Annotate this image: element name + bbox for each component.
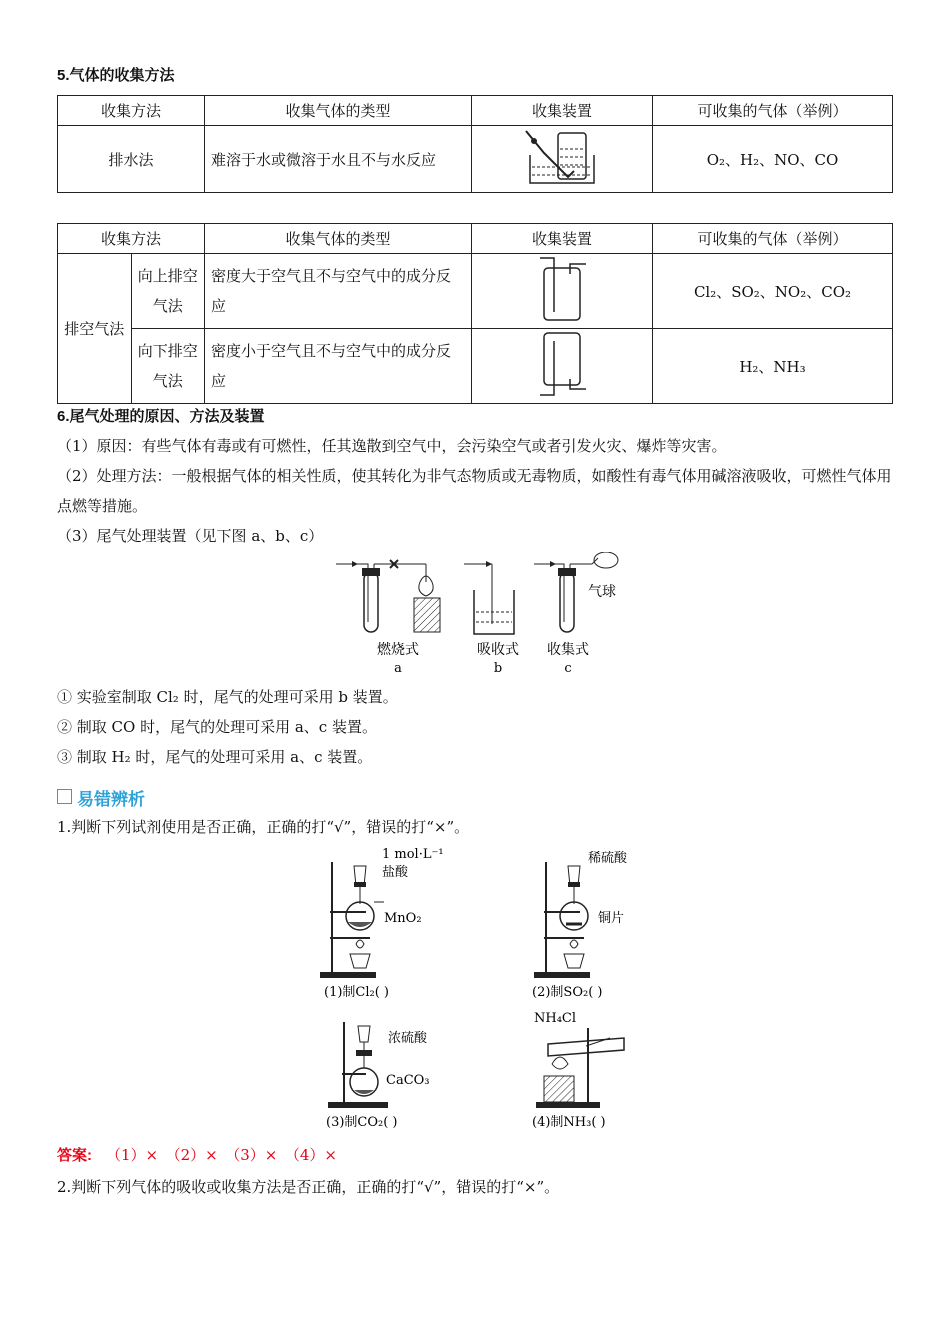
method-paragraph: （2）处理方法：一般根据气体的相关性质，使其转化为非气态物质或无毒物质，如酸性有毒气体用碱溶液吸收，可燃性气体用点燃等措施。: [57, 467, 892, 515]
upward-displacement-apparatus: [472, 254, 653, 329]
reason-paragraph: （1）原因：有些气体有毒或有可燃性，任其逸散到空气中，会污染空气或者引发火灾、爆炸等灾害。: [57, 437, 727, 455]
apparatus-co2: [328, 1022, 388, 1108]
fig-letter-b: b: [493, 661, 503, 676]
fig-label-c: 收集式: [547, 642, 589, 658]
table2-method: 排空气法: [58, 254, 132, 404]
answer-label: 答案:: [57, 1147, 92, 1164]
checkbox-icon: [57, 789, 72, 804]
table2-header-apparatus: 收集装置: [472, 224, 653, 254]
note-3: ③ 制取 H₂ 时，尾气的处理可采用 a、c 装置。: [57, 748, 373, 766]
table1-header-apparatus: 收集装置: [472, 96, 653, 126]
table1-gases: O₂、H₂、NO、CO: [653, 126, 893, 193]
co2-reagent1: 浓硫酸: [388, 1031, 428, 1046]
cl2-reagent2: 盐酸: [382, 865, 409, 880]
reagent-apparatus-figure: [310, 842, 650, 1138]
table2-type-upward: 密度大于空气且不与空气中的成分反应: [205, 254, 472, 329]
co2-solid: CaCO₃: [386, 1073, 430, 1088]
so2-reagent1: 稀硫酸: [588, 851, 628, 866]
water-trough-apparatus: [472, 126, 653, 193]
apparatus-nh3: [536, 1028, 624, 1108]
table2-gases-downward: H₂、NH₃: [653, 329, 893, 404]
question-1: 1.判断下列试剂使用是否正确，正确的打“√”，错误的打“×”。: [57, 818, 470, 836]
fig-label-a: 燃烧式: [377, 642, 419, 658]
water-collection-table: [57, 95, 893, 193]
table2-header-gases: 可收集的气体（举例）: [653, 224, 893, 254]
cl2-solid: MnO₂: [384, 911, 422, 926]
cl2-reagent1: 1 mol·L⁻¹: [382, 847, 444, 862]
fig-letter-c: c: [564, 661, 572, 676]
table1-header-gases: 可收集的气体（举例）: [653, 96, 893, 126]
upward-bottle-drawing: [532, 254, 592, 324]
tail-gas-figure: [330, 552, 630, 676]
air-collection-table: [57, 223, 893, 404]
nh3-reagent1: NH₄Cl: [534, 1011, 577, 1026]
table2-header-type: 收集气体的类型: [205, 224, 472, 254]
note-2: ② 制取 CO 时，尾气的处理可采用 a、c 装置。: [57, 718, 377, 736]
question-2: 2.判断下列气体的吸收或收集方法是否正确，正确的打“√”，错误的打“×”。: [57, 1178, 560, 1196]
table2-gases-upward: Cl₂、SO₂、NO₂、CO₂: [653, 254, 893, 329]
section-5-title: 5.气体的收集方法: [57, 67, 175, 84]
fig-label-b: 吸收式: [477, 642, 519, 658]
table1-header-method: 收集方法: [58, 96, 205, 126]
table2-sub-downward: 向下排空气法: [131, 329, 205, 404]
error-analysis-title: 易错辨析: [77, 790, 145, 809]
table1-type: 难溶于水或微溶于水且不与水反应: [205, 126, 472, 193]
table1-header-type: 收集气体的类型: [205, 96, 472, 126]
table2-sub-upward: 向上排空气法: [131, 254, 205, 329]
section-6-title: 6.尾气处理的原因、方法及装置: [57, 408, 265, 425]
balloon-label: 气球: [588, 584, 616, 600]
apparatus-paragraph: （3）尾气处理装置（见下图 a、b、c）: [57, 527, 324, 545]
table2-type-downward: 密度小于空气且不与空气中的成分反应: [205, 329, 472, 404]
answer-values: （1）× （2）× （3）× （4）×: [106, 1146, 337, 1164]
table2-header-method: 收集方法: [58, 224, 205, 254]
apparatus-cl2: [320, 862, 384, 978]
nh3-caption: (4)制NH₃( ): [532, 1115, 606, 1130]
combustion-apparatus: [336, 560, 440, 632]
fig-letter-a: a: [394, 661, 402, 676]
table1-method: 排水法: [58, 126, 205, 193]
water-trough-drawing: [522, 127, 602, 187]
apparatus-so2: [534, 862, 590, 978]
co2-caption: (3)制CO₂( ): [326, 1115, 398, 1130]
absorption-apparatus: [464, 561, 514, 634]
note-1: ① 实验室制取 Cl₂ 时，尾气的处理可采用 b 装置。: [57, 688, 398, 706]
downward-bottle-drawing: [532, 329, 592, 399]
downward-displacement-apparatus: [472, 329, 653, 404]
cl2-caption: (1)制Cl₂( ): [324, 985, 390, 1000]
so2-solid: 铜片: [598, 911, 625, 926]
so2-caption: (2)制SO₂( ): [532, 985, 603, 1000]
